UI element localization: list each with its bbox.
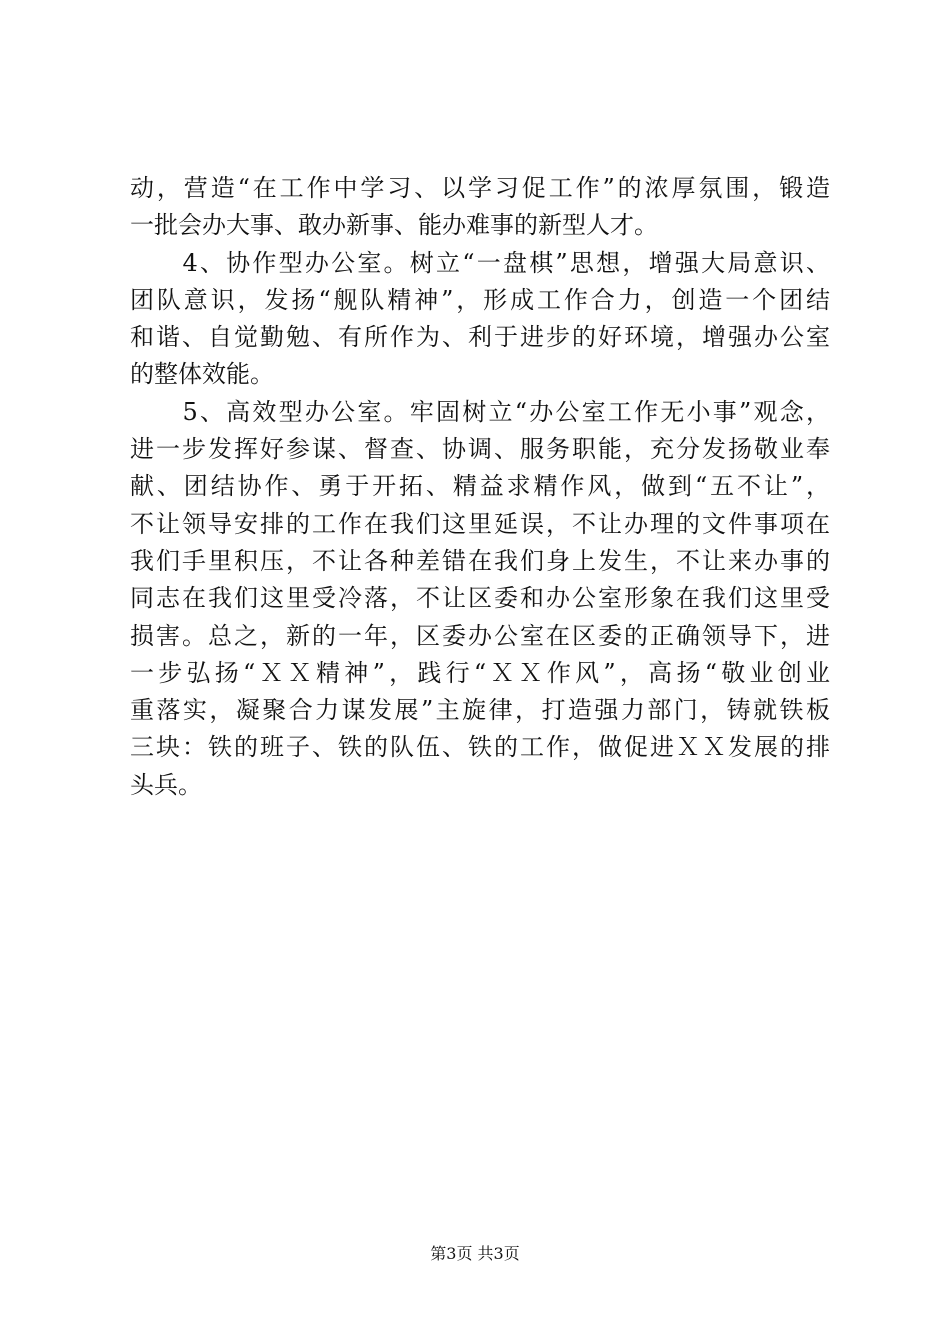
text-line: 动，营造“在工作中学习、以学习促工作”的浓厚氛围，锻造 <box>130 174 830 202</box>
text-line: 进一步发挥好参谋、督查、协调、服务职能，充分发扬敬业奉 <box>130 435 830 464</box>
text-line: 重落实，凝聚合力谋发展”主旋律，打造强力部门，铸就铁板 <box>130 696 830 725</box>
text-line: 4、协作型办公室。树立“一盘棋”思想，增强大局意识、 <box>130 248 830 277</box>
text-line: 5、高效型办公室。牢固树立“办公室工作无小事”观念， <box>130 397 830 426</box>
text-line: 同志在我们这里受冷落，不让区委和办公室形象在我们这里受 <box>130 584 830 613</box>
text-line: 头兵。 <box>130 770 202 799</box>
body-text <box>130 170 830 804</box>
text-line: 一步弘扬“ＸＸ精神”，践行“ＸＸ作风”，高扬“敬业创业 <box>130 658 830 687</box>
text-line: 损害。总之，新的一年，区委办公室在区委的正确领导下，进 <box>130 621 830 650</box>
text-line: 团队意识，发扬“舰队精神”，形成工作合力，创造一个团结 <box>130 285 830 314</box>
text-line: 三块：铁的班子、铁的队伍、铁的工作，做促进ＸＸ发展的排 <box>130 733 830 762</box>
text-line: 一批会办大事、敢办新事、能办难事的新型人才。 <box>130 211 658 240</box>
text-line: 不让领导安排的工作在我们这里延误，不让办理的文件事项在 <box>130 509 830 538</box>
text-line: 的整体效能。 <box>130 360 274 389</box>
text-line: 我们手里积压，不让各种差错在我们身上发生，不让来办事的 <box>130 546 830 575</box>
text-line: 献、团结协作、勇于开拓、精益求精作风，做到“五不让”， <box>130 472 830 501</box>
text-line: 和谐、自觉勤勉、有所作为、利于进步的好环境，增强办公室 <box>130 323 830 352</box>
page-footer: 第3页 共3页 <box>430 1244 520 1263</box>
